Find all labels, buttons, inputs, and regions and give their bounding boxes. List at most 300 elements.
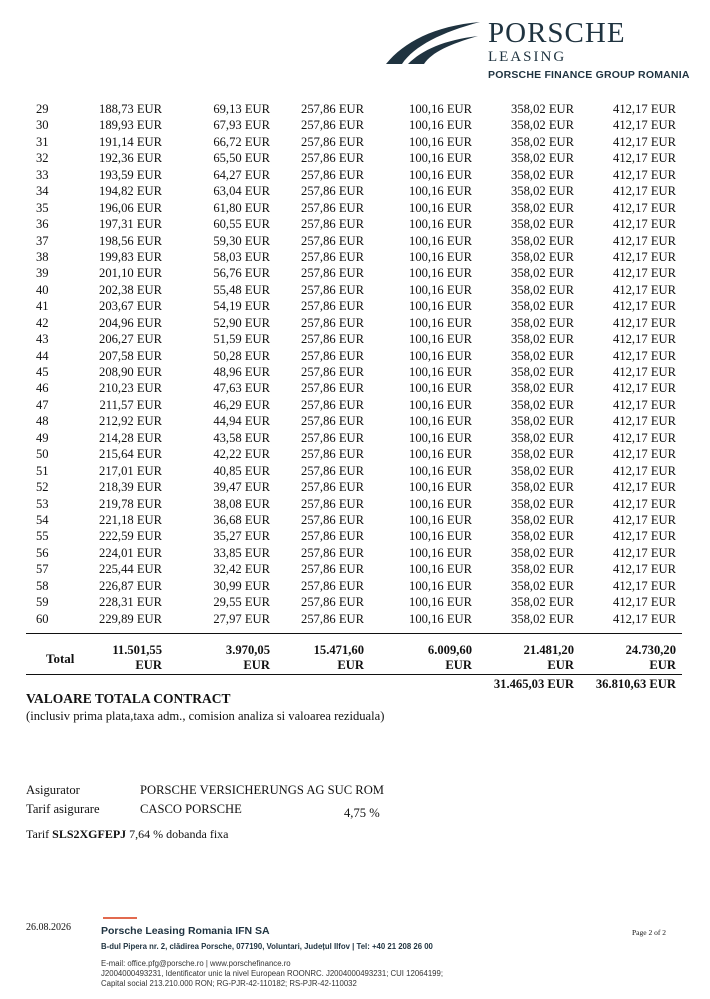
installment-number: 31 [36,134,49,149]
table-cell: 42,22 EUR [213,447,270,462]
table-cell: 218,39 EUR [99,480,162,495]
table-row [26,528,682,544]
table-row [26,561,682,577]
table-cell: 257,86 EUR [301,447,364,462]
table-cell: 358,02 EUR [511,134,574,149]
table-cell: 204,96 EUR [99,315,162,330]
table-cell: 257,86 EUR [301,134,364,149]
installment-number: 41 [36,299,49,314]
table-cell: 32,42 EUR [213,562,270,577]
table-cell: 358,02 EUR [511,315,574,330]
table-row [26,364,682,380]
installment-number: 49 [36,430,49,445]
table-cell: 358,02 EUR [511,447,574,462]
table-cell: 100,16 EUR [409,118,472,133]
table-cell: 257,86 EUR [301,397,364,412]
table-cell: 257,86 EUR [301,529,364,544]
table-cell: 412,17 EUR [613,151,676,166]
installment-number: 54 [36,512,49,527]
table-cell: 257,86 EUR [301,151,364,166]
table-cell: 46,29 EUR [213,397,270,412]
table-cell: 412,17 EUR [613,167,676,182]
table-cell: 257,86 EUR [301,545,364,560]
table-cell: 193,59 EUR [99,167,162,182]
table-cell: 50,28 EUR [213,348,270,363]
table-cell: 100,16 EUR [409,611,472,626]
table-cell: 257,86 EUR [301,595,364,610]
footer-capital: Capital social 213.210.000 RON; RG-PJR-42-110182; RS-PJR-42-110032 [101,979,357,988]
table-cell: 224,01 EUR [99,545,162,560]
table-cell: 100,16 EUR [409,151,472,166]
table-cell: 412,17 EUR [613,118,676,133]
interest-rate-line [26,827,228,842]
grand-total-2: 36.810,63 EUR [595,677,676,691]
table-cell: 358,02 EUR [511,217,574,232]
table-row [26,512,682,528]
table-cell: 100,16 EUR [409,348,472,363]
total-currency: EUR [445,658,472,672]
table-cell: 358,02 EUR [511,200,574,215]
payment-schedule-table [26,101,682,627]
table-cell: 412,17 EUR [613,430,676,445]
table-cell: 412,17 EUR [613,184,676,199]
rate-prefix: Tarif [26,827,50,841]
tariff-value: CASCO PORSCHE [140,802,242,816]
installment-number: 35 [36,200,49,215]
table-cell: 257,86 EUR [301,611,364,626]
porsche-leasing-logo [384,18,694,84]
table-cell: 35,27 EUR [213,529,270,544]
table-cell: 412,17 EUR [613,282,676,297]
installment-number: 44 [36,348,49,363]
table-row [26,134,682,150]
footer-company: Porsche Leasing Romania IFN SA [101,925,270,937]
table-cell: 39,47 EUR [213,480,270,495]
table-cell: 257,86 EUR [301,480,364,495]
table-cell: 412,17 EUR [613,447,676,462]
table-cell: 30,99 EUR [213,578,270,593]
table-cell: 358,02 EUR [511,348,574,363]
brand-subtitle: LEASING [488,49,567,65]
installment-number: 29 [36,102,49,116]
table-cell: 29,55 EUR [213,595,270,610]
table-cell: 51,59 EUR [213,332,270,347]
table-row [26,446,682,462]
insurer-value: PORSCHE VERSICHERUNGS AG SUC ROM [140,783,385,797]
table-cell: 257,86 EUR [301,102,364,116]
table-cell: 63,04 EUR [213,184,270,199]
table-cell: 257,86 EUR [301,381,364,396]
table-cell: 100,16 EUR [409,463,472,478]
table-cell: 257,86 EUR [301,365,364,379]
table-cell: 412,17 EUR [613,512,676,527]
table-cell: 257,86 EUR [301,299,364,314]
table-cell: 100,16 EUR [409,512,472,527]
table-cell: 56,76 EUR [213,266,270,281]
table-cell: 412,17 EUR [613,595,676,610]
total-rule-top [26,633,682,634]
table-cell: 412,17 EUR [613,299,676,314]
table-cell: 358,02 EUR [511,512,574,527]
tariff-percent: 4,75 % [344,806,380,820]
table-cell: 100,16 EUR [409,365,472,379]
table-cell: 257,86 EUR [301,414,364,429]
table-cell: 100,16 EUR [409,282,472,297]
table-cell: 206,27 EUR [99,332,162,347]
contract-total-title: VALOARE TOTALA CONTRACT [26,691,231,706]
table-cell: 100,16 EUR [409,167,472,182]
table-cell: 100,16 EUR [409,233,472,248]
page-number: Page 2 of 2 [632,928,666,937]
table-cell: 229,89 EUR [99,611,162,626]
table-cell: 412,17 EUR [613,233,676,248]
table-cell: 40,85 EUR [213,463,270,478]
rate-code: SLS2XGFEPJ [52,827,127,841]
table-cell: 257,86 EUR [301,282,364,297]
table-cell: 412,17 EUR [613,578,676,593]
table-cell: 358,02 EUR [511,151,574,166]
installment-number: 40 [36,282,49,297]
installment-number: 56 [36,545,49,560]
table-cell: 412,17 EUR [613,332,676,347]
table-cell: 65,50 EUR [213,151,270,166]
table-cell: 358,02 EUR [511,529,574,544]
table-cell: 358,02 EUR [511,414,574,429]
table-cell: 201,10 EUR [99,266,162,281]
table-cell: 208,90 EUR [99,365,162,379]
table-cell: 412,17 EUR [613,249,676,264]
table-row [26,331,682,347]
installment-number: 43 [36,332,49,347]
table-row [26,463,682,479]
table-cell: 100,16 EUR [409,249,472,264]
table-cell: 100,16 EUR [409,447,472,462]
table-cell: 257,86 EUR [301,184,364,199]
installment-number: 32 [36,151,49,166]
table-cell: 358,02 EUR [511,496,574,511]
table-cell: 358,02 EUR [511,299,574,314]
total-currency: EUR [649,658,676,672]
table-cell: 257,86 EUR [301,463,364,478]
table-cell: 412,17 EUR [613,545,676,560]
table-cell: 191,14 EUR [99,134,162,149]
installment-number: 53 [36,496,49,511]
tariff-label: Tarif asigurare [26,802,100,816]
installment-number: 36 [36,217,49,232]
table-cell: 412,17 EUR [613,381,676,396]
table-row [26,413,682,429]
table-cell: 100,16 EUR [409,332,472,347]
total-value: 6.009,60 [427,643,472,657]
table-cell: 188,73 EUR [99,102,162,116]
installment-number: 48 [36,414,49,429]
table-cell: 100,16 EUR [409,496,472,511]
total-value: 24.730,20 [625,643,676,657]
total-cell [586,643,676,673]
table-cell: 257,86 EUR [301,430,364,445]
installment-number: 45 [36,365,49,379]
table-cell: 202,38 EUR [99,282,162,297]
table-cell: 100,16 EUR [409,266,472,281]
table-cell: 358,02 EUR [511,118,574,133]
table-cell: 257,86 EUR [301,118,364,133]
table-cell: 358,02 EUR [511,480,574,495]
table-cell: 358,02 EUR [511,463,574,478]
table-cell: 358,02 EUR [511,233,574,248]
table-cell: 43,58 EUR [213,430,270,445]
table-cell: 210,23 EUR [99,381,162,396]
table-row [26,430,682,446]
table-cell: 358,02 EUR [511,430,574,445]
table-cell: 100,16 EUR [409,381,472,396]
table-cell: 358,02 EUR [511,578,574,593]
total-currency: EUR [547,658,574,672]
installment-number: 33 [36,167,49,182]
table-cell: 412,17 EUR [613,496,676,511]
table-cell: 412,17 EUR [613,315,676,330]
table-cell: 412,17 EUR [613,611,676,626]
table-cell: 257,86 EUR [301,249,364,264]
installment-number: 37 [36,233,49,248]
total-value: 11.501,55 [112,643,162,657]
table-row [26,183,682,199]
table-row [26,496,682,512]
table-cell: 358,02 EUR [511,611,574,626]
table-cell: 412,17 EUR [613,348,676,363]
table-cell: 226,87 EUR [99,578,162,593]
table-cell: 100,16 EUR [409,430,472,445]
table-cell: 61,80 EUR [213,200,270,215]
table-cell: 412,17 EUR [613,529,676,544]
table-cell: 358,02 EUR [511,249,574,264]
grand-total-1: 31.465,03 EUR [493,677,574,691]
table-cell: 100,16 EUR [409,595,472,610]
table-cell: 47,63 EUR [213,381,270,396]
table-row [26,233,682,249]
table-cell: 217,01 EUR [99,463,162,478]
table-cell: 257,86 EUR [301,217,364,232]
table-cell: 207,58 EUR [99,348,162,363]
table-cell: 100,16 EUR [409,184,472,199]
installment-number: 60 [36,611,49,626]
table-cell: 358,02 EUR [511,167,574,182]
table-cell: 194,82 EUR [99,184,162,199]
installment-number: 39 [36,266,49,281]
footer-address: B-dul Pipera nr. 2, clădirea Porsche, 077190, Voluntari, Județul Ilfov | Tel: +40 21 208 26 00 [101,942,433,951]
total-cell [184,643,270,673]
rate-suffix: 7,64 % dobanda fixa [129,827,229,841]
total-value: 15.471,60 [313,643,364,657]
total-value: 21.481,20 [523,643,574,657]
table-cell: 100,16 EUR [409,397,472,412]
installment-number: 59 [36,595,49,610]
installment-number: 51 [36,463,49,478]
table-cell: 100,16 EUR [409,134,472,149]
table-cell: 257,86 EUR [301,496,364,511]
table-row [26,594,682,610]
table-row [26,167,682,183]
total-label: Total [46,651,75,666]
table-cell: 225,44 EUR [99,562,162,577]
footer-registration: J2004000493231, Identificator unic la nivel European ROONRC. J2004000493231; CUI 12064199; [101,969,443,978]
table-cell: 100,16 EUR [409,562,472,577]
table-row [26,611,682,627]
table-cell: 48,96 EUR [213,365,270,379]
installment-number: 30 [36,118,49,133]
table-cell: 358,02 EUR [511,282,574,297]
table-cell: 412,17 EUR [613,134,676,149]
table-row [26,545,682,561]
table-row [26,380,682,396]
table-row [26,348,682,364]
table-cell: 199,83 EUR [99,249,162,264]
table-cell: 59,30 EUR [213,233,270,248]
total-cell [374,643,472,673]
table-cell: 358,02 EUR [511,365,574,379]
table-cell: 412,17 EUR [613,217,676,232]
installment-number: 46 [36,381,49,396]
table-cell: 219,78 EUR [99,496,162,511]
table-cell: 100,16 EUR [409,315,472,330]
table-cell: 54,19 EUR [213,299,270,314]
brand-name: PORSCHE [488,17,626,49]
table-cell: 221,18 EUR [99,512,162,527]
porsche-swoosh-icon [384,20,482,66]
table-cell: 38,08 EUR [213,496,270,511]
total-currency: EUR [135,658,162,672]
table-cell: 58,03 EUR [213,249,270,264]
contract-total-note: (inclusiv prima plata,taxa adm., comision analiza si valoarea reziduala) [26,709,385,723]
table-cell: 358,02 EUR [511,184,574,199]
table-cell: 412,17 EUR [613,463,676,478]
table-cell: 358,02 EUR [511,595,574,610]
table-row [26,101,682,117]
table-row [26,117,682,133]
table-cell: 257,86 EUR [301,578,364,593]
total-cell [280,643,364,673]
table-cell: 100,16 EUR [409,299,472,314]
table-cell: 100,16 EUR [409,529,472,544]
table-row [26,265,682,281]
table-cell: 222,59 EUR [99,529,162,544]
table-cell: 257,86 EUR [301,167,364,182]
table-cell: 33,85 EUR [213,545,270,560]
table-cell: 412,17 EUR [613,266,676,281]
footer-date: 26.08.2026 [26,922,71,933]
footer-email: E-mail: office.pfg@porsche.ro | www.porschefinance.ro [101,959,291,968]
table-cell: 212,92 EUR [99,414,162,429]
brand-group: PORSCHE FINANCE GROUP ROMANIA [488,69,690,81]
table-cell: 100,16 EUR [409,102,472,116]
table-cell: 27,97 EUR [213,611,270,626]
table-cell: 358,02 EUR [511,562,574,577]
total-value: 3.970,05 [225,643,270,657]
table-cell: 52,90 EUR [213,315,270,330]
table-cell: 358,02 EUR [511,266,574,281]
table-cell: 64,27 EUR [213,167,270,182]
installment-number: 57 [36,562,49,577]
table-cell: 189,93 EUR [99,118,162,133]
total-cell [86,643,162,673]
installment-number: 34 [36,184,49,199]
table-cell: 55,48 EUR [213,282,270,297]
installment-number: 50 [36,447,49,462]
table-row [26,578,682,594]
table-row [26,315,682,331]
table-cell: 214,28 EUR [99,430,162,445]
table-cell: 203,67 EUR [99,299,162,314]
table-cell: 412,17 EUR [613,397,676,412]
table-row [26,298,682,314]
table-cell: 358,02 EUR [511,332,574,347]
table-cell: 211,57 EUR [99,397,162,412]
table-cell: 192,36 EUR [99,151,162,166]
table-cell: 257,86 EUR [301,332,364,347]
total-cell [472,643,574,673]
installment-number: 58 [36,578,49,593]
table-cell: 358,02 EUR [511,397,574,412]
table-cell: 100,16 EUR [409,578,472,593]
insurer-label: Asigurator [26,783,80,797]
table-row [26,150,682,166]
table-cell: 358,02 EUR [511,102,574,116]
table-cell: 257,86 EUR [301,200,364,215]
table-row [26,397,682,413]
table-cell: 36,68 EUR [213,512,270,527]
table-cell: 257,86 EUR [301,512,364,527]
table-cell: 228,31 EUR [99,595,162,610]
table-cell: 44,94 EUR [213,414,270,429]
table-cell: 412,17 EUR [613,200,676,215]
total-currency: EUR [337,658,364,672]
table-row [26,216,682,232]
table-cell: 412,17 EUR [613,480,676,495]
table-cell: 100,16 EUR [409,480,472,495]
installment-number: 38 [36,249,49,264]
table-cell: 257,86 EUR [301,562,364,577]
table-cell: 60,55 EUR [213,217,270,232]
table-row [26,200,682,216]
table-cell: 257,86 EUR [301,233,364,248]
table-cell: 66,72 EUR [213,134,270,149]
table-cell: 198,56 EUR [99,233,162,248]
installment-number: 47 [36,397,49,412]
table-cell: 100,16 EUR [409,200,472,215]
installment-number: 42 [36,315,49,330]
installment-number: 52 [36,480,49,495]
table-cell: 257,86 EUR [301,315,364,330]
table-cell: 412,17 EUR [613,414,676,429]
table-row [26,282,682,298]
table-cell: 100,16 EUR [409,217,472,232]
table-cell: 358,02 EUR [511,545,574,560]
table-cell: 412,17 EUR [613,562,676,577]
total-rule-bottom [26,674,682,675]
table-cell: 100,16 EUR [409,545,472,560]
table-row [26,479,682,495]
table-cell: 100,16 EUR [409,414,472,429]
table-cell: 67,93 EUR [213,118,270,133]
table-cell: 197,31 EUR [99,217,162,232]
table-cell: 69,13 EUR [213,102,270,116]
table-row [26,249,682,265]
table-cell: 257,86 EUR [301,266,364,281]
total-currency: EUR [243,658,270,672]
table-cell: 215,64 EUR [99,447,162,462]
installment-number: 55 [36,529,49,544]
table-cell: 412,17 EUR [613,102,676,116]
footer-accent-line [103,917,137,919]
